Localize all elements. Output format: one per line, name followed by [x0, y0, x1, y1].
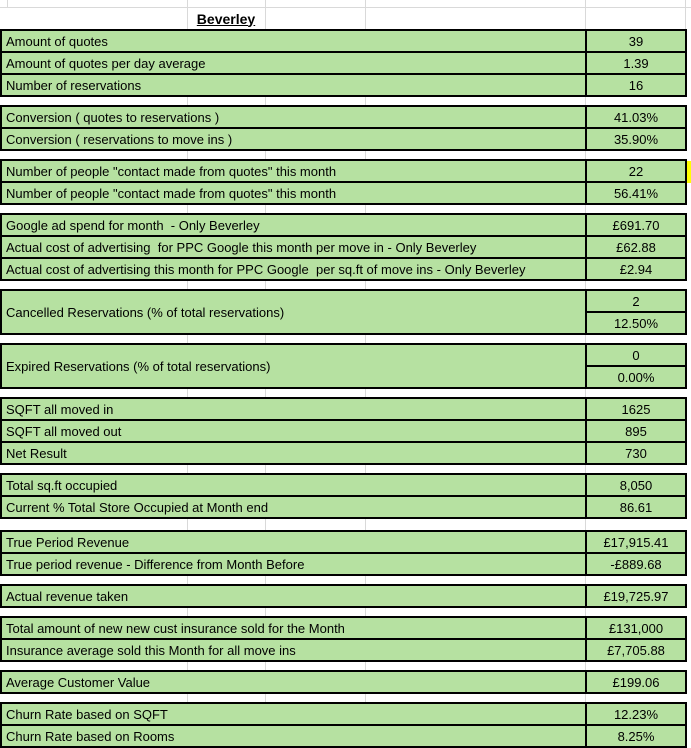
right-edge-cell [687, 465, 691, 475]
right-edge-cell [687, 335, 691, 345]
spacer-row [0, 465, 691, 475]
spacer-cell [0, 151, 687, 161]
gridline-tick [365, 608, 366, 616]
sheet-row [0, 399, 691, 421]
gridline-tick [365, 465, 366, 473]
gridline-tick [265, 0, 266, 7]
sheet-row-merged [0, 345, 691, 389]
gridline-tick [365, 389, 366, 397]
sheet-row [0, 443, 691, 465]
row-value-cell[interactable]: 895 [585, 421, 687, 443]
gridline-tick [365, 97, 366, 105]
right-edge-cell [687, 618, 691, 640]
right-edge-cell [687, 586, 691, 608]
gridline-tick [585, 205, 586, 213]
row-label-cell[interactable]: Actual revenue taken [0, 586, 585, 608]
right-edge-cell [687, 53, 691, 75]
gridline-tick [585, 281, 586, 289]
right-edge-cell [687, 662, 691, 672]
row-value-cell[interactable]: 41.03% [585, 107, 687, 129]
row-value-cell[interactable]: 39 [585, 31, 687, 53]
right-edge-cell [687, 237, 691, 259]
spacer-cell [0, 662, 687, 672]
row-value-column [585, 291, 687, 335]
sheet-row [0, 259, 691, 281]
right-edge-cell [687, 608, 691, 618]
sheet-rows [0, 31, 691, 748]
gridline-tick [265, 519, 266, 530]
row-label-cell[interactable]: Actual cost of advertising this month for PPC Google per sq.ft of move ins - Only Beverley [0, 259, 585, 281]
row-label-cell[interactable]: Conversion ( quotes to reservations ) [0, 107, 585, 129]
spacer-cell [0, 389, 687, 399]
gridline-tick [365, 519, 366, 530]
row-label-cell[interactable]: Expired Reservations (% of total reservations) [0, 345, 585, 389]
row-value-cell[interactable]: 1625 [585, 399, 687, 421]
gridline-tick [187, 97, 188, 105]
gridline-tick [187, 465, 188, 473]
right-edge-cell [687, 151, 691, 161]
row-label-cell[interactable]: Number of reservations [0, 75, 585, 97]
sheet-row [0, 129, 691, 151]
gridline-tick [187, 205, 188, 213]
right-edge-cell [687, 475, 691, 497]
row-value-column [585, 345, 687, 389]
sheet-row [0, 586, 691, 608]
sheet-row [0, 75, 691, 97]
gridline-tick [685, 0, 686, 7]
row-label-cell[interactable]: Net Result [0, 443, 585, 465]
row-label-cell[interactable]: Insurance average sold this Month for all move ins [0, 640, 585, 662]
row-value-cell[interactable]: £17,915.41 [585, 532, 687, 554]
right-edge-cell [687, 97, 691, 107]
gridline-tick [365, 694, 366, 702]
row-value-cell[interactable]: -£889.68 [585, 554, 687, 576]
right-edge-cell [687, 31, 691, 53]
right-edge-cell [687, 672, 691, 694]
spacer-row [0, 97, 691, 107]
row-value-cell[interactable]: 8.25% [585, 726, 687, 748]
gridline-tick [365, 151, 366, 159]
right-edge-cell [687, 443, 691, 465]
right-edge-cell [687, 726, 691, 748]
spacer-row [0, 519, 691, 532]
gridline-tick [187, 519, 188, 530]
spacer-row [0, 576, 691, 586]
spacer-row [0, 335, 691, 345]
gridline-tick [365, 281, 366, 289]
row-value-cell[interactable]: 0.00% [585, 367, 687, 389]
row-value-cell[interactable]: £199.06 [585, 672, 687, 694]
gridline-tick [265, 608, 266, 616]
highlight-cell [687, 161, 691, 183]
sheet-row-merged [0, 291, 691, 335]
right-edge-cell [687, 345, 691, 389]
gridline-tick [187, 335, 188, 343]
sheet-row [0, 215, 691, 237]
gridline-tick [265, 205, 266, 213]
sheet-row [0, 704, 691, 726]
title-row [0, 8, 691, 29]
row-label-cell[interactable]: Actual cost of advertising for PPC Google this month per move in - Only Beverley [0, 237, 585, 259]
sheet-row [0, 475, 691, 497]
sheet-row [0, 532, 691, 554]
row-label-cell[interactable]: True Period Revenue [0, 532, 585, 554]
gridline-tick [265, 576, 266, 584]
row-label-cell[interactable]: Average Customer Value [0, 672, 585, 694]
right-edge-cell [687, 183, 691, 205]
right-edge-cell [687, 281, 691, 291]
sheet-row [0, 161, 691, 183]
right-edge-cell [687, 421, 691, 443]
row-label-cell[interactable]: Conversion ( reservations to move ins ) [0, 129, 585, 151]
header-strip-row [0, 0, 691, 8]
gridline-tick [585, 576, 586, 584]
row-label-cell[interactable]: Cancelled Reservations (% of total reservations) [0, 291, 585, 335]
sheet-row [0, 726, 691, 748]
sheet-row [0, 31, 691, 53]
spacer-row [0, 205, 691, 215]
row-value-cell[interactable]: 2 [585, 291, 687, 313]
spacer-row [0, 151, 691, 161]
spacer-cell [0, 694, 687, 704]
gridline-tick [187, 662, 188, 670]
right-edge-cell [687, 704, 691, 726]
gridline-tick [365, 662, 366, 670]
right-edge-cell [687, 399, 691, 421]
row-label-cell[interactable]: Amount of quotes per day average [0, 53, 585, 75]
row-value-cell[interactable]: £131,000 [585, 618, 687, 640]
spacer-cell [0, 335, 687, 345]
gridline-tick [187, 281, 188, 289]
gridline-tick [585, 662, 586, 670]
gridline-tick [365, 8, 366, 29]
gridline-tick [585, 97, 586, 105]
row-value-cell[interactable]: 8,050 [585, 475, 687, 497]
right-edge-cell [687, 554, 691, 576]
sheet-row [0, 618, 691, 640]
row-value-cell[interactable]: 86.61 [585, 497, 687, 519]
right-edge-cell [687, 694, 691, 704]
gridline-tick [265, 389, 266, 397]
gridline-tick [585, 151, 586, 159]
gridline-tick [265, 465, 266, 473]
sheet-row [0, 640, 691, 662]
row-label-cell[interactable]: Google ad spend for month - Only Beverley [0, 215, 585, 237]
gridline-tick [365, 576, 366, 584]
sheet-row [0, 554, 691, 576]
gridline-tick [265, 694, 266, 702]
row-value-cell[interactable]: 1.39 [585, 53, 687, 75]
gridline-tick [187, 694, 188, 702]
row-label-cell[interactable]: Amount of quotes [0, 31, 585, 53]
row-label-cell[interactable]: Current % Total Store Occupied at Month end [0, 497, 585, 519]
gridline-tick [265, 335, 266, 343]
sheet-row [0, 53, 691, 75]
spacer-cell [0, 281, 687, 291]
row-label-cell[interactable]: Total sq.ft occupied [0, 475, 585, 497]
gridline-tick [585, 519, 586, 530]
sheet-row [0, 421, 691, 443]
gridline-tick [265, 662, 266, 670]
row-value-cell[interactable]: 16 [585, 75, 687, 97]
row-value-cell[interactable]: £7,705.88 [585, 640, 687, 662]
gridline-tick [585, 0, 586, 7]
gridline-tick [365, 0, 366, 7]
sheet-row [0, 107, 691, 129]
row-value-cell[interactable]: £62.88 [585, 237, 687, 259]
right-edge-cell [687, 640, 691, 662]
spacer-row [0, 608, 691, 618]
right-edge-cell [687, 532, 691, 554]
row-label-cell[interactable]: True period revenue - Difference from Month Before [0, 554, 585, 576]
gridline-tick [187, 151, 188, 159]
spacer-cell [0, 97, 687, 107]
right-edge-cell [687, 519, 691, 532]
spacer-cell [0, 519, 687, 532]
row-value-cell[interactable]: 12.23% [585, 704, 687, 726]
right-edge-cell [687, 291, 691, 335]
row-value-cell[interactable]: £19,725.97 [585, 586, 687, 608]
right-edge-cell [687, 389, 691, 399]
spacer-cell [0, 576, 687, 586]
gridline-tick [187, 576, 188, 584]
gridline-tick [187, 0, 188, 7]
sheet-row [0, 497, 691, 519]
row-value-cell[interactable]: 730 [585, 443, 687, 465]
right-edge-cell [687, 205, 691, 215]
row-value-cell[interactable]: 12.50% [585, 313, 687, 335]
gridline-tick [187, 389, 188, 397]
spacer-row [0, 694, 691, 704]
row-label-cell[interactable]: Number of people "contact made from quotes" this month [0, 183, 585, 205]
right-edge-cell [687, 215, 691, 237]
spacer-row [0, 389, 691, 399]
gridline-tick [265, 97, 266, 105]
spacer-cell [0, 465, 687, 475]
right-edge-cell [687, 129, 691, 151]
gridline-tick [7, 0, 8, 7]
sheet-row [0, 183, 691, 205]
row-value-cell[interactable]: £691.70 [585, 215, 687, 237]
sheet-title[interactable]: Beverley [196, 10, 256, 27]
row-value-cell[interactable]: £2.94 [585, 259, 687, 281]
spacer-cell [0, 205, 687, 215]
gridline-tick [265, 151, 266, 159]
gridline-tick [585, 465, 586, 473]
gridline-tick [365, 335, 366, 343]
gridline-tick [365, 205, 366, 213]
gridline-tick [265, 281, 266, 289]
right-edge-cell [687, 259, 691, 281]
right-edge-cell [687, 75, 691, 97]
gridline-tick [187, 608, 188, 616]
right-edge-cell [687, 497, 691, 519]
gridline-tick [585, 335, 586, 343]
spacer-row [0, 281, 691, 291]
row-label-cell[interactable]: SQFT all moved out [0, 421, 585, 443]
right-edge-cell [687, 107, 691, 129]
spacer-cell [0, 608, 687, 618]
row-label-cell[interactable]: Total amount of new new cust insurance sold for the Month [0, 618, 585, 640]
sheet-row [0, 672, 691, 694]
row-value-cell[interactable]: 0 [585, 345, 687, 367]
row-label-cell[interactable]: SQFT all moved in [0, 399, 585, 421]
spacer-row [0, 662, 691, 672]
row-value-cell[interactable]: 22 [585, 161, 687, 183]
row-value-cell[interactable]: 56.41% [585, 183, 687, 205]
gridline-tick [585, 8, 586, 29]
row-value-cell[interactable]: 35.90% [585, 129, 687, 151]
gridline-tick [585, 389, 586, 397]
row-label-cell[interactable]: Churn Rate based on Rooms [0, 726, 585, 748]
row-label-cell[interactable]: Churn Rate based on SQFT [0, 704, 585, 726]
right-edge-cell [687, 576, 691, 586]
gridline-tick [585, 694, 586, 702]
gridline-tick [265, 8, 266, 29]
row-label-cell[interactable]: Number of people "contact made from quotes" this month [0, 161, 585, 183]
sheet-row [0, 237, 691, 259]
gridline-tick [685, 8, 686, 29]
gridline-tick [585, 608, 586, 616]
